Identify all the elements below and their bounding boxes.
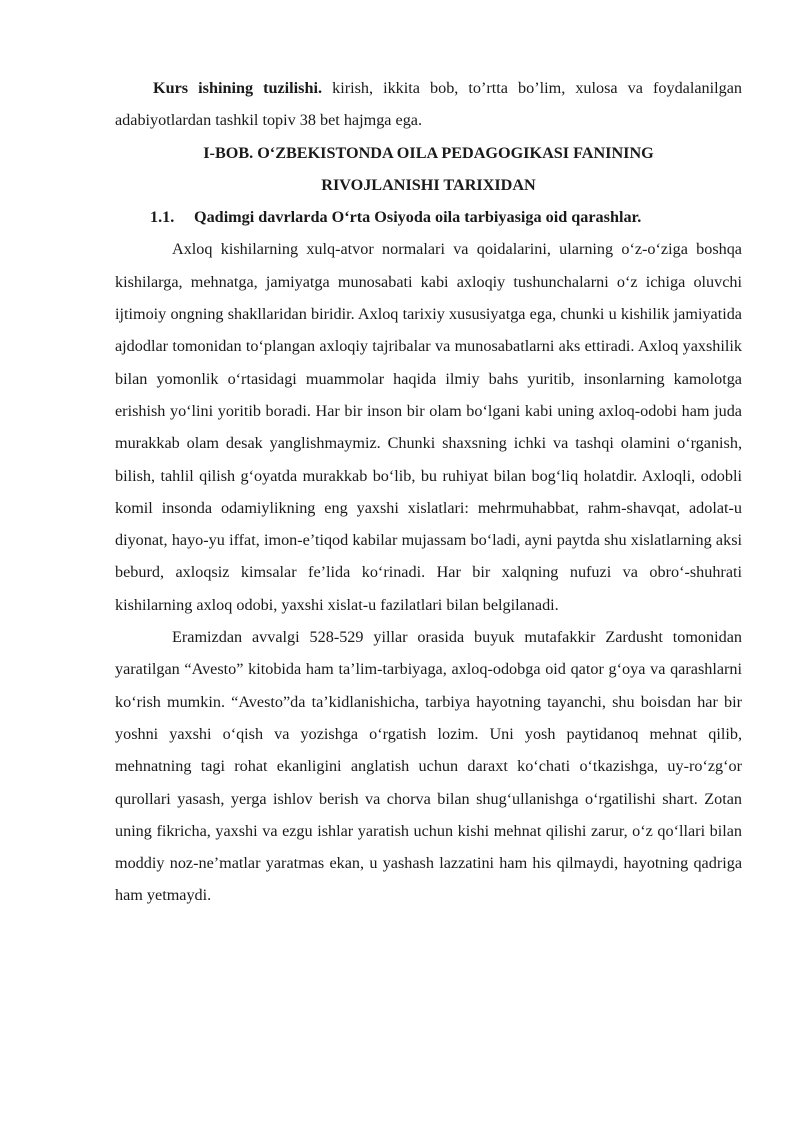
chapter-title-line-1: I-BOB. O‘ZBEKISTONDA OILA PEDAGOGIKASI FANINING xyxy=(203,143,654,162)
section-heading xyxy=(115,201,742,233)
section-number: 1.1. xyxy=(150,208,175,227)
intro-text: kirish, ikkita bob, to’rtta bo’lim, xulosa va foydalanilgan adabiyotlardan tashkil topiv 38 bet hajmga ega. xyxy=(115,79,742,130)
intro-paragraph xyxy=(115,72,742,137)
intro-label: Kurs ishining tuzilishi. xyxy=(153,79,323,97)
body-paragraph-1: Axloq kishilarning xulq-atvor normalari va qoidalarini, ularning o‘z-o‘ziga boshqa kishilarga, mehnatga, jamiyatga munosabati kabi axloqiy tushunchalarni o‘z ichiga oluvchi ijtimoiy ongning shakllaridan biridir. Axloq tarixiy xususiyatga ega, chunki u kishilik jamiyatida ajdodlar tomonidan to‘plangan axloqiy tajribalar va munosabatlarni aks ettiradi. Axloq yaxshilik bilan yomonlik o‘rtasidagi muammolar haqida ilmiy bahs yuritib, insonlarning kamolotga erishish yo‘lini yoritib boradi. Har bir inson bir olam bo‘lgani kabi uning axloq-odobi ham juda murakkab olam desak yanglishmaymiz. Chunki shaxsning ichki va tashqi olamini o‘rganish, bilish, tahlil qilish g‘oyatda murakkab bo‘lib, bu ruhiyat bilan bog‘liq holatdir. Axloqli, odobli komil insonda odamiylikning eng yaxshi xislatlari: mehrmuhabbat, rahm-shavqat, adolat-u diyonat, hayo-yu iffat, imon-e’tiqod kabilar mujassam bo‘ladi, ayni paytda shu xislatlarning aksi beburd, axloqsiz kimsalar fe’lida ko‘rinadi. Har bir xalqning nufuzi va obro‘-shuhrati kishilarning axloq odobi, yaxshi xislat-u fazilatlari bilan belgilanadi. xyxy=(115,240,742,614)
section-title: Qadimgi davrlarda O‘rta Osiyoda oila tarbiyasiga oid qarashlar. xyxy=(194,208,642,227)
body-paragraph-2: Eramizdan avvalgi 528-529 yillar orasida buyuk mutafakkir Zardusht tomonidan yaratilgan “Avesto” kitobida ham ta’lim-tarbiyaga, axloq-odobga oid qator g‘oya va qarashlarni ko‘rish mumkin. “Avesto”da ta’kidlanishicha, tarbiya hayotning tayanchi, shu boisdan har bir yoshni yaxshi o‘qish va yozishga o‘rgatish lozim. Uni yosh paytidanoq mehnat qilib, mehnatning tagi rohat ekanligini anglatish uchun daraxt ko‘chati o‘tkazishga, uy-ro‘zg‘or qurollari yasash, yerga ishlov berish va chorva bilan shug‘ullanishga o‘rgatilishi shart. Zotan uning fikricha, yaxshi va ezgu ishlar yaratish uchun kishi mehnat qilishi zarur, o‘z qo‘llari bilan moddiy noz-ne’matlar yaratmas ekan, u yashash lazzatini ham his qilmaydi, hayotning qadriga ham yetmaydi. xyxy=(115,628,742,905)
document-page xyxy=(115,72,742,912)
chapter-title-line-2: RIVOJLANISHI TARIXIDAN xyxy=(321,175,536,194)
